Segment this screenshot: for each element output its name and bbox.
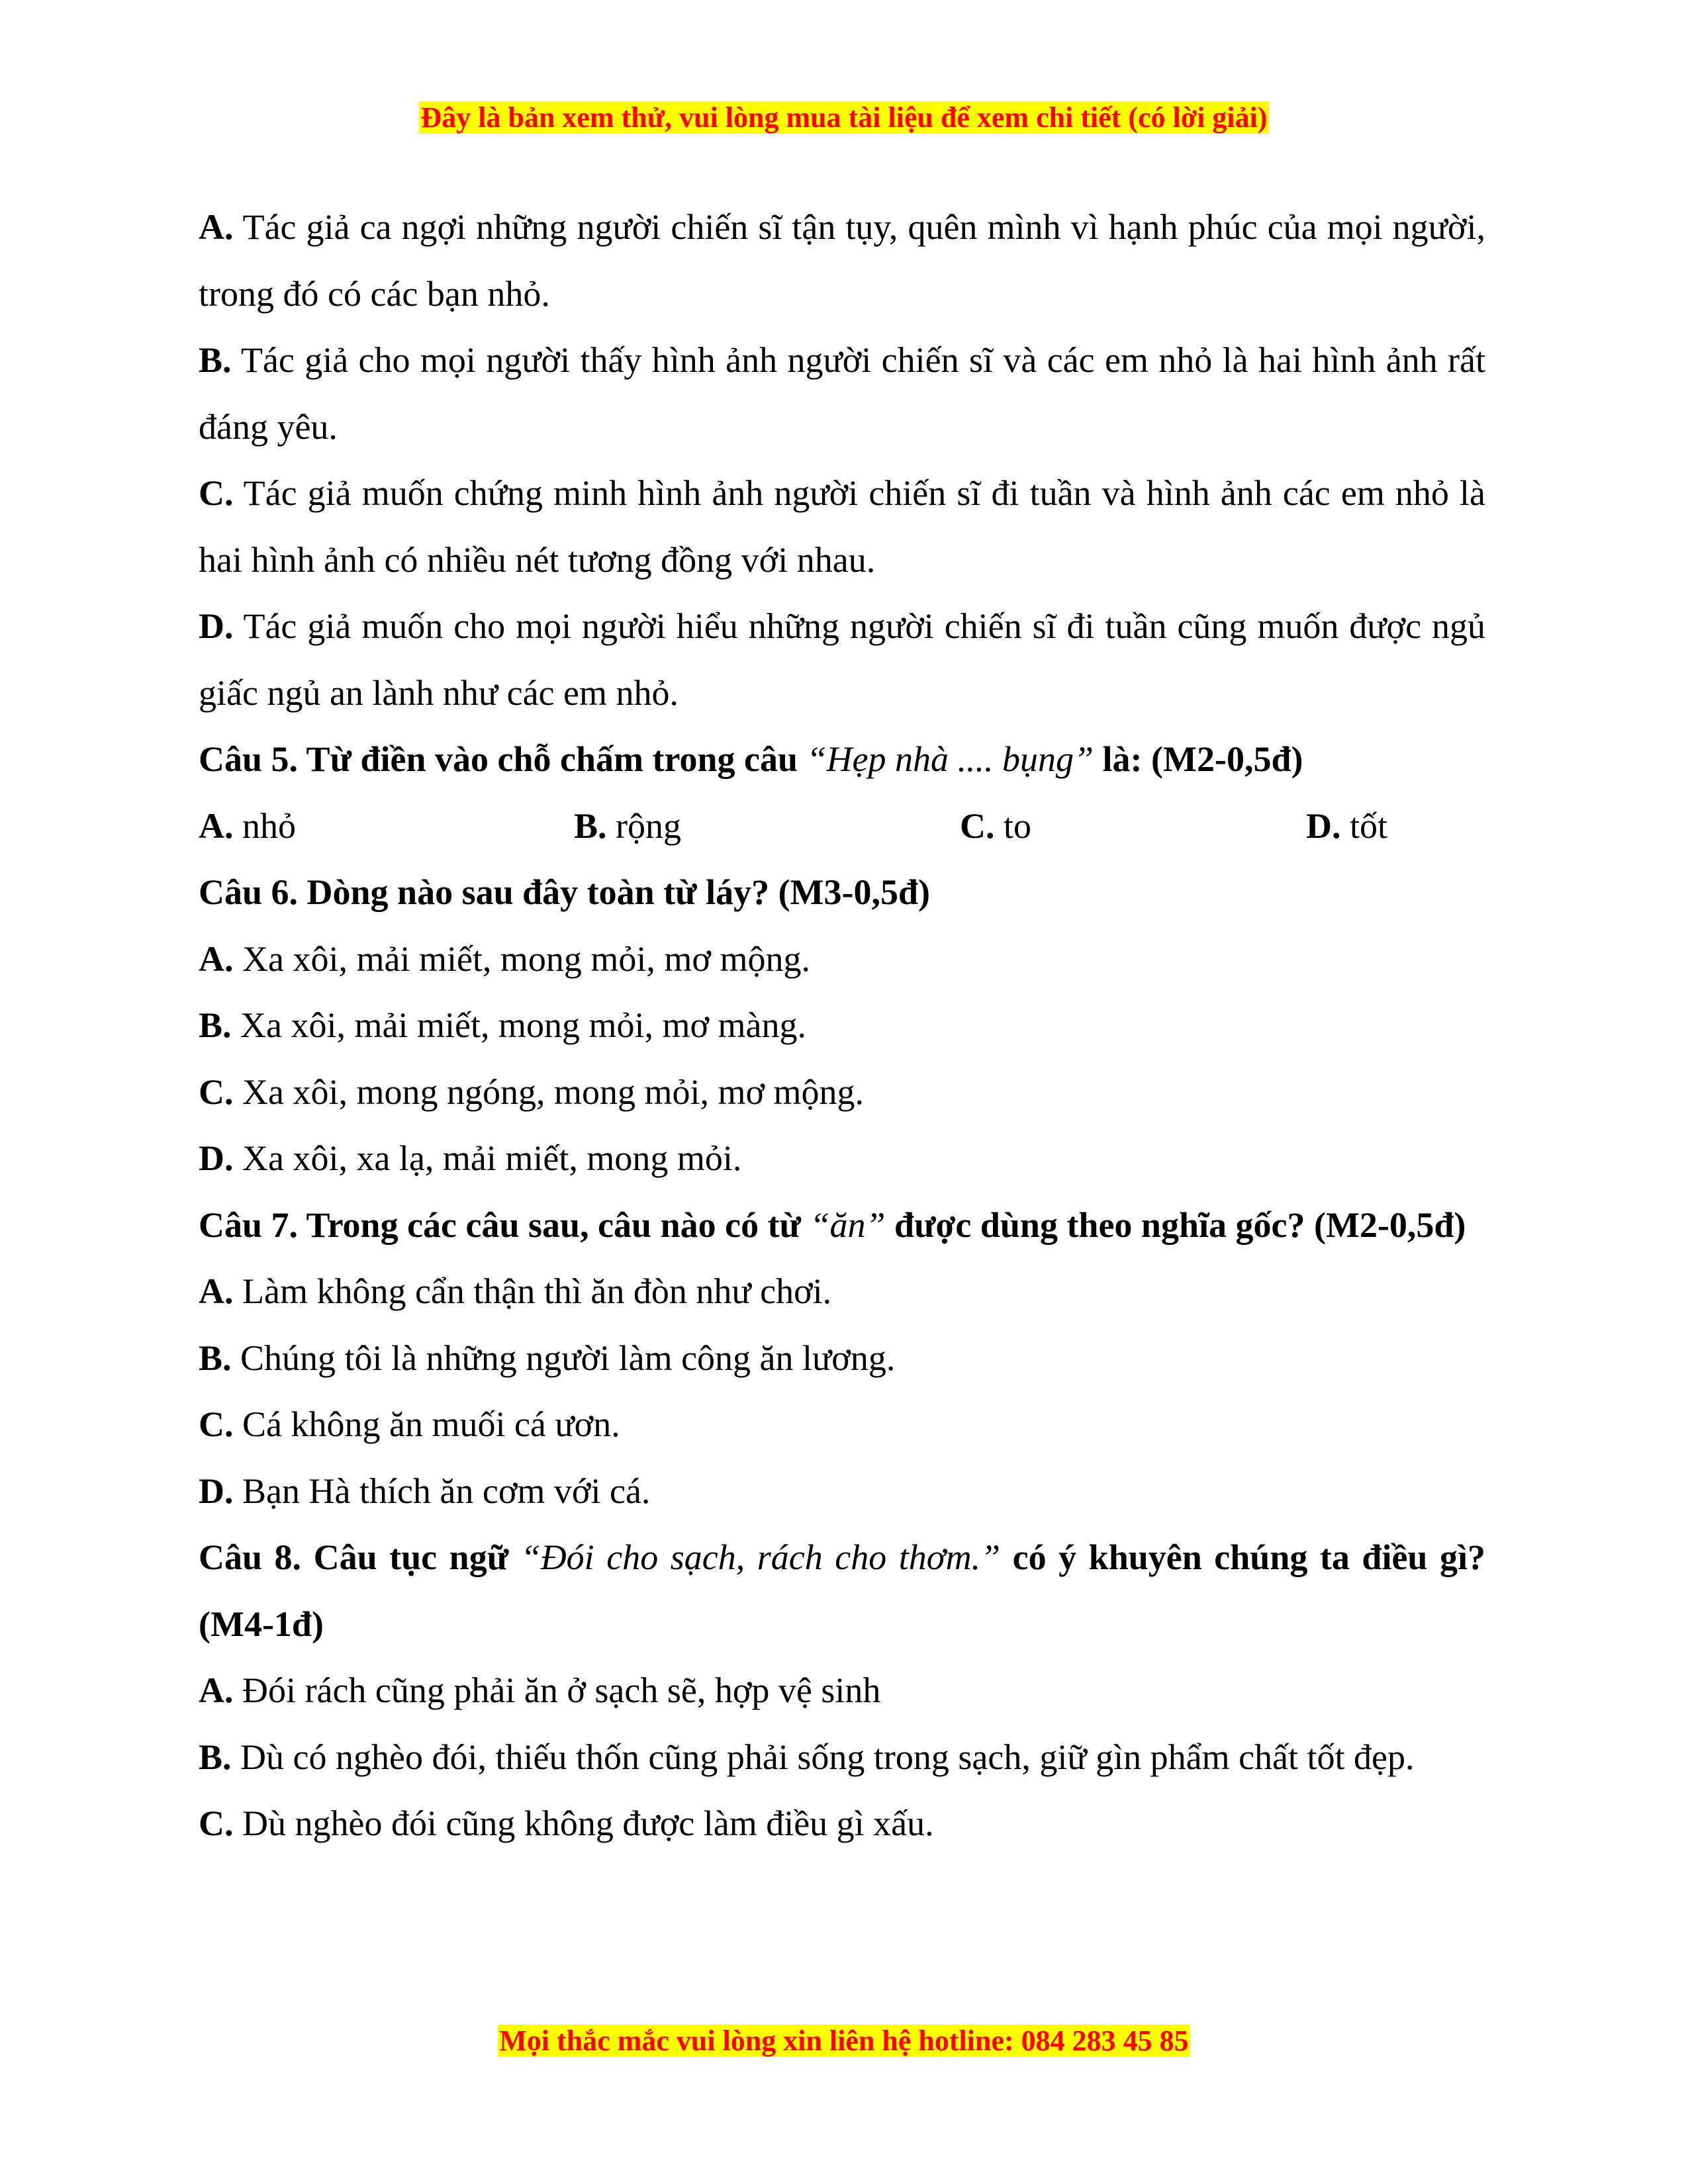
hotline-text: Mọi thắc mắc vui lòng xin liên hệ hotline: 084 283 45 85 [499, 2025, 1189, 2057]
document-body [199, 194, 1485, 1857]
q5-option-b: B. rộng [574, 805, 682, 846]
q4-option-c: C. Tác giả muốn chứng minh hình ảnh người chiến sĩ đi tuần và hình ảnh các em nhỏ là hai hình ảnh có nhiều nét tương đồng với nhau. [199, 473, 1485, 580]
q8-option-b: B. Dù có nghèo đói, thiếu thốn cũng phải sống trong sạch, giữ gìn phẩm chất tốt đẹp. [199, 1737, 1415, 1777]
q4-option-b: B. Tác giả cho mọi người thấy hình ảnh người chiến sĩ và các em nhỏ là hai hình ảnh rất đáng yêu. [199, 340, 1485, 447]
q6-option-a: A. Xa xôi, mải miết, mong mỏi, mơ mộng. [199, 938, 810, 979]
question-5-title: Câu 5. Từ điền vào chỗ chấm trong câu “Hẹp nhà .... bụng” là: (M2-0,5đ) [199, 739, 1303, 779]
preview-notice-banner [0, 99, 1688, 136]
question-7-title: Câu 7. Trong các câu sau, câu nào có từ “ăn” được dùng theo nghĩa gốc? (M2-0,5đ) [199, 1205, 1466, 1245]
preview-notice-text: Đây là bản xem thử, vui lòng mua tài liệu để xem chi tiết (có lời giải) [420, 101, 1268, 134]
q6-option-d: D. Xa xôi, xa lạ, mải miết, mong mỏi. [199, 1138, 742, 1178]
question-5-options [199, 793, 1485, 860]
question-6-title: Câu 6. Dòng nào sau đây toàn từ láy? (M3-0,5đ) [199, 872, 931, 912]
q7-option-b: B. Chúng tôi là những người làm công ăn lương. [199, 1338, 896, 1378]
q5-option-a: A. nhỏ [199, 805, 296, 846]
q8-option-c: C. Dù nghèo đói cũng không được làm điều gì xấu. [199, 1803, 934, 1843]
hotline-banner [0, 2023, 1688, 2060]
q5-option-c: C. to [960, 805, 1032, 846]
q4-option-a: A. Tác giả ca ngợi những người chiến sĩ tận tụy, quên mình vì hạnh phúc của mọi người, trong đó có các bạn nhỏ. [199, 207, 1485, 314]
question-8-title: Câu 8. Câu tục ngữ “Đói cho sạch, rách cho thơm.” có ý khuyên chúng ta điều gì? (M4-1đ) [199, 1537, 1485, 1644]
q7-option-c: C. Cá không ăn muối cá ươn. [199, 1404, 620, 1444]
q6-option-c: C. Xa xôi, mong ngóng, mong mỏi, mơ mộng. [199, 1071, 865, 1112]
q6-option-b: B. Xa xôi, mải miết, mong mỏi, mơ màng. [199, 1005, 806, 1045]
q8-option-a: A. Đói rách cũng phải ăn ở sạch sẽ, hợp vệ sinh [199, 1670, 881, 1710]
q5-option-d: D. tốt [1306, 805, 1388, 846]
q7-option-a: A. Làm không cẩn thận thì ăn đòn như chơi. [199, 1271, 832, 1311]
q4-option-d: D. Tác giả muốn cho mọi người hiểu những người chiến sĩ đi tuần cũng muốn được ngủ giấc ngủ an lành như các em nhỏ. [199, 606, 1485, 713]
q7-option-d: D. Bạn Hà thích ăn cơm với cá. [199, 1471, 651, 1511]
